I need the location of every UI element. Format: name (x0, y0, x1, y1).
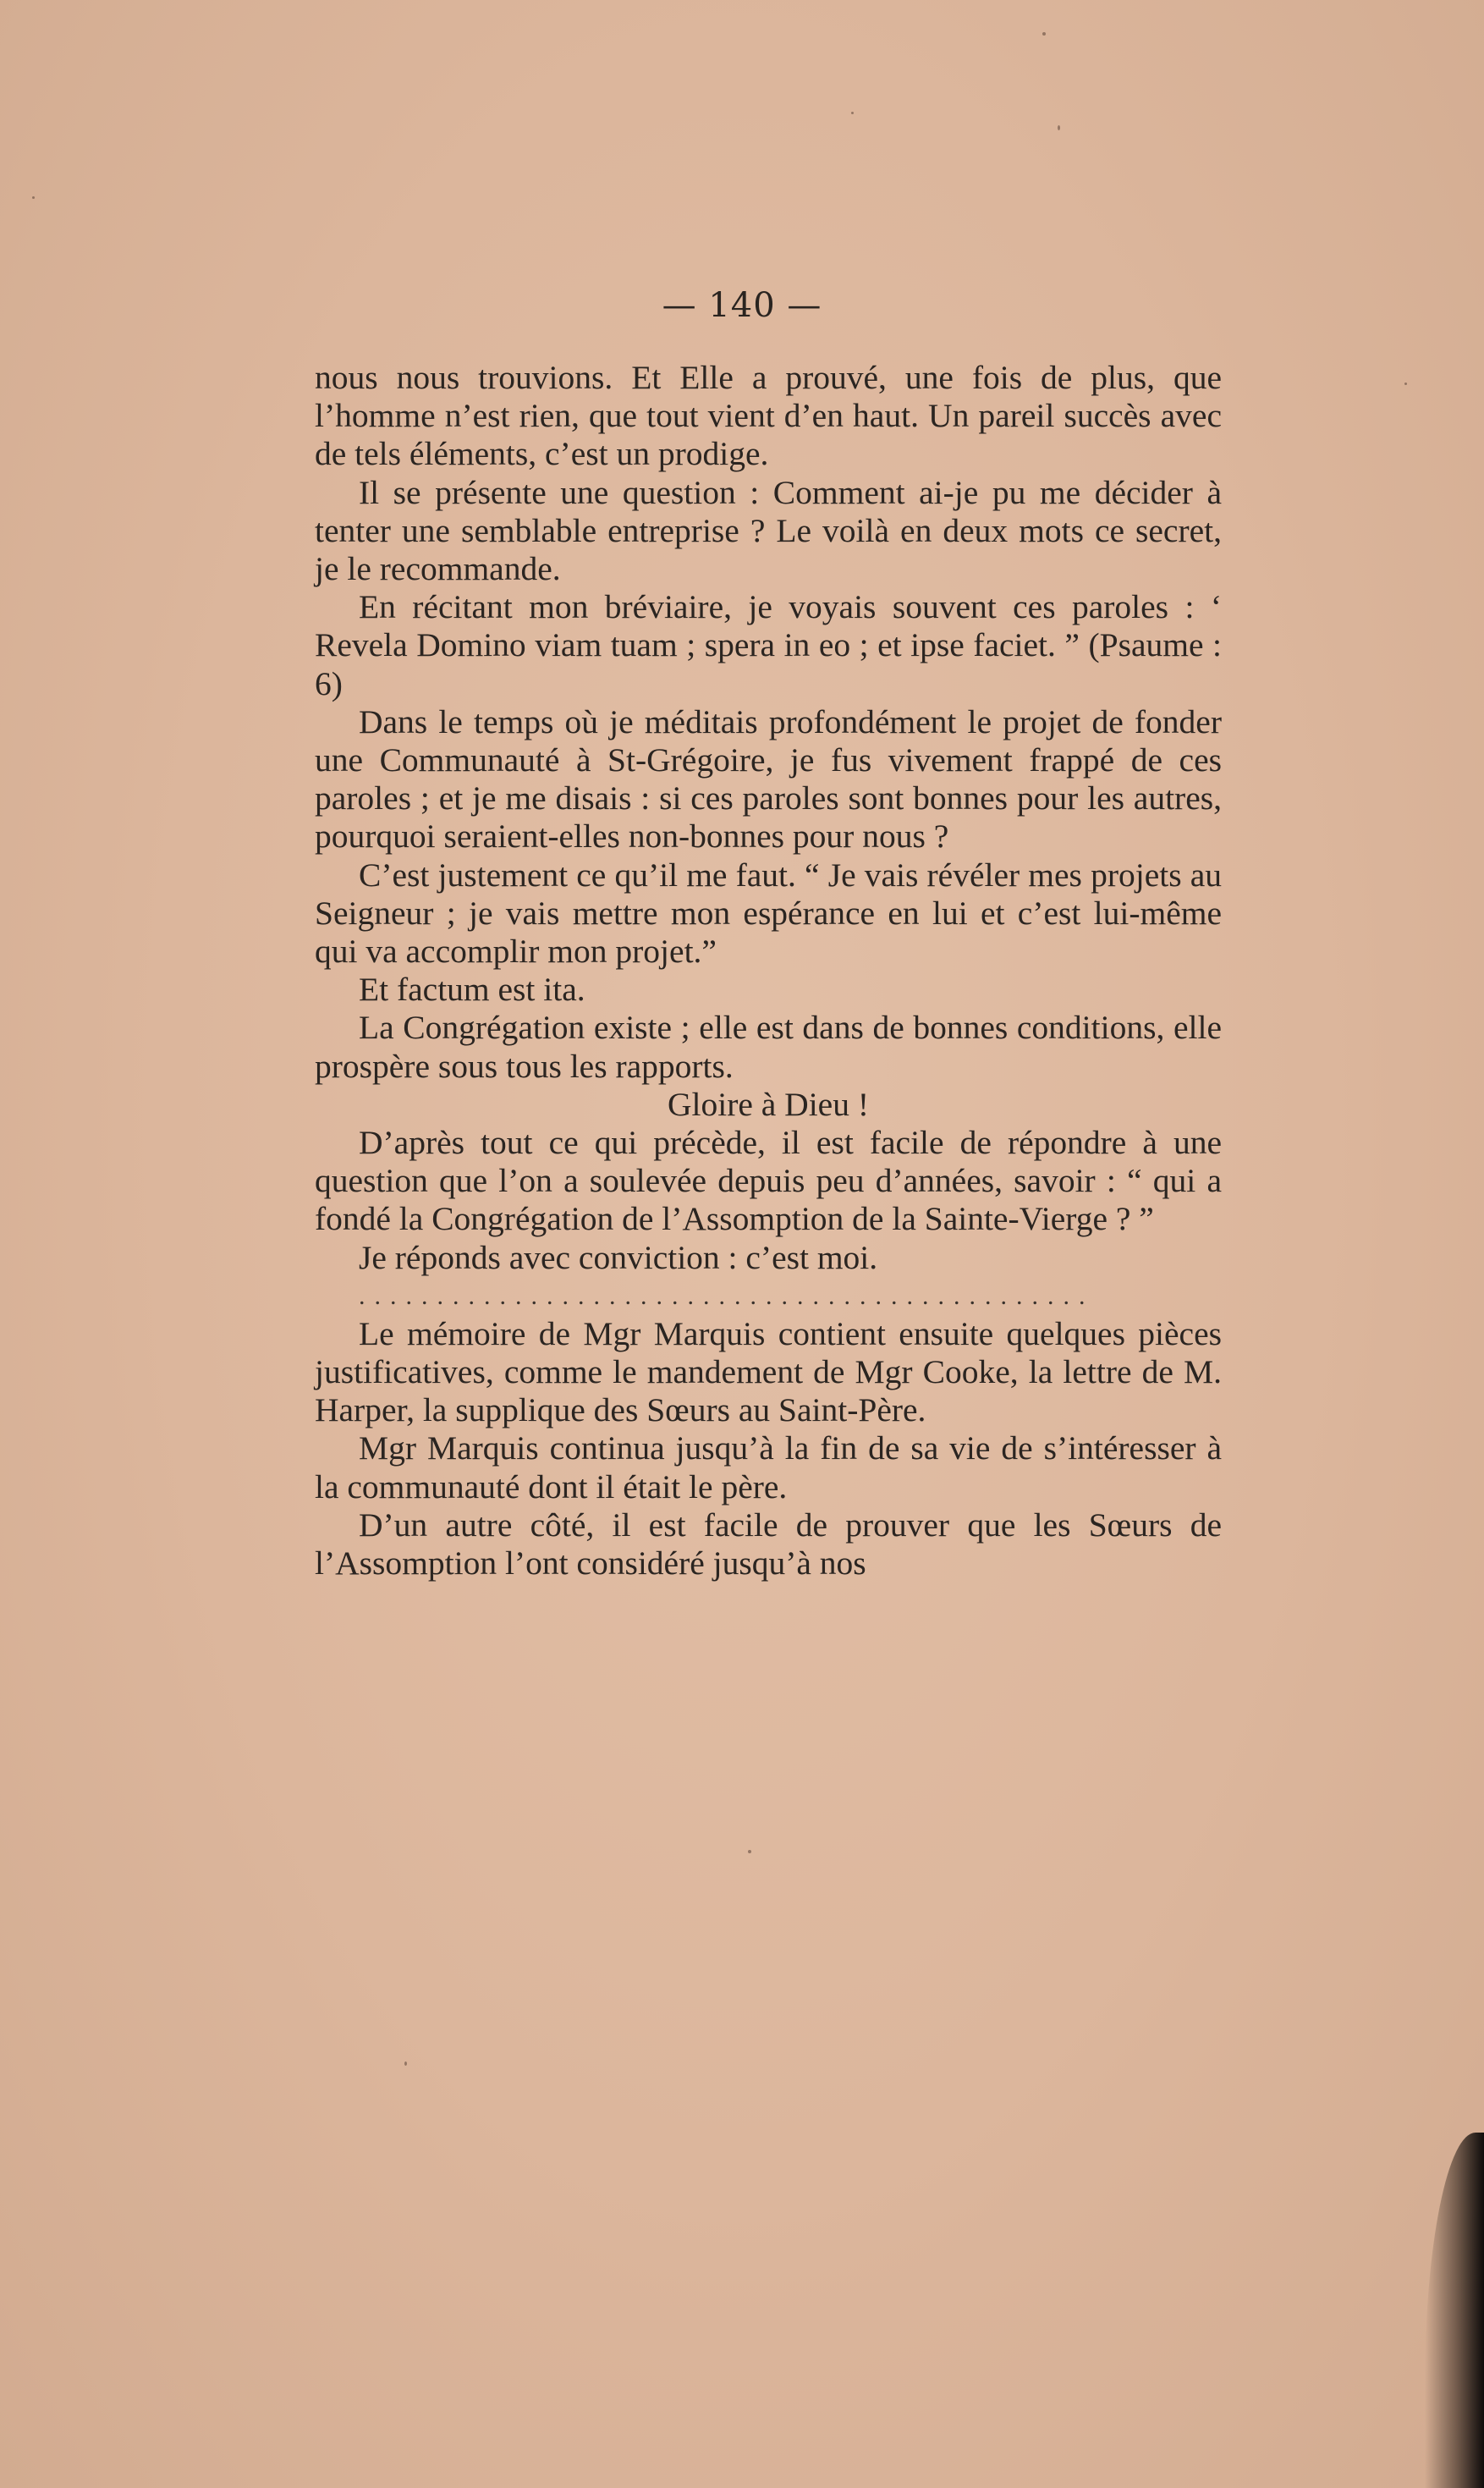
dotted-separator: ............................................... (359, 1281, 1095, 1310)
paper-speck (32, 196, 35, 199)
body-text (315, 359, 1222, 1583)
paragraph: D’après tout ce qui précède, il est facile de répondre à une question que l’on a soulevée depuis peu d’années, savoir : “ qui a fondé la Congrégation de l’Assomption de la Sainte-Vierge ? ” (315, 1124, 1222, 1238)
paper-speck (1042, 32, 1046, 36)
paragraph: Et factum est ita. (359, 971, 585, 1009)
paragraph: Mgr Marquis continua jusqu’à la fin de sa vie de s’intéresser à la communauté dont il était le père. (315, 1429, 1222, 1505)
paper-speck (404, 2061, 407, 2066)
paragraph: Dans le temps où je méditais profondément le projet de fonder une Communauté à St-Grégoire, je fus vivement frappé de ces paroles ; et je me disais : si ces paroles sont bonnes pour les autres, pourquoi seraient-elles non-bonnes pour nous ? (315, 702, 1222, 856)
paragraph: C’est justement ce qu’il me faut. “ Je vais révéler mes projets au Seigneur ; je vais mettre mon espérance en lui et c’est lui-même qui va accomplir mon projet.” (315, 856, 1222, 971)
paragraph: Le mémoire de Mgr Marquis contient ensuite quelques pièces justificatives, comme le mandement de Mgr Cooke, la lettre de M. Harper, la supplique des Sœurs au Saint-Père. (315, 1314, 1222, 1429)
page-number: — 140 — (662, 286, 822, 325)
paragraph: En récitant mon bréviaire, je voyais souvent ces paroles : ‘ Revela Domino viam tuam ; spera in eo ; et ipse faciet. ” (Psaume : 6) (315, 588, 1222, 702)
binding-shadow (1425, 2133, 1484, 2488)
paragraph: La Congrégation existe ; elle est dans de bonnes conditions, elle prospère sous tous les rapports. (315, 1009, 1222, 1085)
paragraph: Je réponds avec conviction : c’est moi. (359, 1238, 878, 1276)
paper-speck (851, 112, 854, 114)
paragraph: Il se présente une question : Comment ai-je pu me décider à tenter une semblable entreprise ? Le voilà en deux mots ce secret, je le recommande. (315, 473, 1222, 588)
gloire-line: Gloire à Dieu ! (667, 1085, 869, 1123)
paper-speck (1058, 125, 1060, 130)
paper-speck (748, 1850, 751, 1853)
paper-speck (1404, 383, 1407, 385)
paragraph: nous nous trouvions. Et Elle a prouvé, une fois de plus, que l’homme n’est rien, que tout vient d’en haut. Un pareil succès avec de tels éléments, c’est un prodige. (315, 359, 1222, 473)
paragraph: D’un autre côté, il est facile de prouver que les Sœurs de l’Assomption l’ont considéré jusqu’à nos (315, 1505, 1222, 1583)
